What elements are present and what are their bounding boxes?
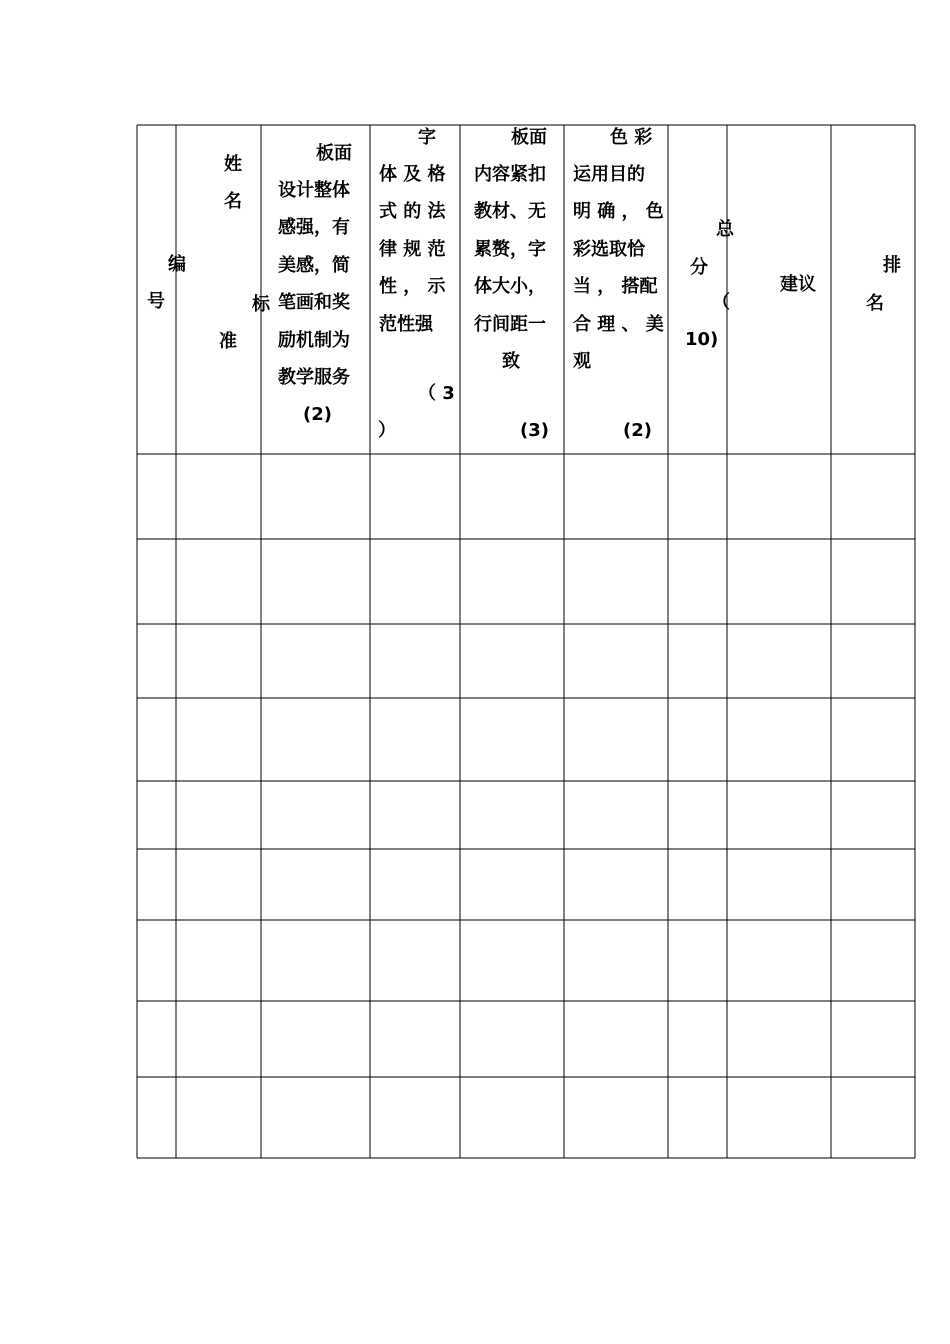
table-cell[interactable] xyxy=(669,540,726,623)
table-cell[interactable] xyxy=(177,625,260,697)
table-cell[interactable] xyxy=(177,699,260,780)
table-cell[interactable] xyxy=(371,699,459,780)
table-cell[interactable] xyxy=(565,1002,667,1076)
table-cell[interactable] xyxy=(565,699,667,780)
header-standard-char-2: 准 xyxy=(219,331,237,352)
table-cell[interactable] xyxy=(832,1002,914,1076)
header-color-line-7: 观 xyxy=(573,351,591,372)
table-cell[interactable] xyxy=(177,1002,260,1076)
header-font-line-2: 体 及 格 xyxy=(379,164,446,185)
table-cell[interactable] xyxy=(728,1002,830,1076)
table-cell[interactable] xyxy=(262,455,369,538)
header-standard-char-1: 标 xyxy=(252,294,270,315)
header-design-score: (2) xyxy=(303,404,332,425)
table-cell[interactable] xyxy=(262,625,369,697)
table-cell[interactable] xyxy=(669,850,726,919)
table-cell[interactable] xyxy=(565,921,667,1000)
table-cell[interactable] xyxy=(728,921,830,1000)
table-cell[interactable] xyxy=(371,1002,459,1076)
table-cell[interactable] xyxy=(177,1078,260,1157)
header-total-char-3: （ xyxy=(712,292,730,313)
table-cell[interactable] xyxy=(461,921,563,1000)
table-cell[interactable] xyxy=(728,850,830,919)
table-cell[interactable] xyxy=(669,1078,726,1157)
table-cell[interactable] xyxy=(565,625,667,697)
table-cell[interactable] xyxy=(461,1078,563,1157)
header-design-line-6: 励机制为 xyxy=(278,330,350,351)
header-rank-char-2: 名 xyxy=(866,293,884,314)
header-color-line-3: 明 确 ， 色 xyxy=(573,201,664,222)
table-cell[interactable] xyxy=(177,782,260,848)
table-cell[interactable] xyxy=(461,625,563,697)
table-cell[interactable] xyxy=(177,455,260,538)
table-cell[interactable] xyxy=(832,540,914,623)
table-cell[interactable] xyxy=(371,455,459,538)
header-content-line-1: 板面 xyxy=(511,127,547,148)
header-suggestion: 建议 xyxy=(780,274,816,295)
table-cell[interactable] xyxy=(832,699,914,780)
table-cell[interactable] xyxy=(262,699,369,780)
header-content-score: (3) xyxy=(520,420,549,441)
table-cell[interactable] xyxy=(728,625,830,697)
table-cell[interactable] xyxy=(177,921,260,1000)
table-cell[interactable] xyxy=(262,921,369,1000)
header-content-line-3: 教材、无 xyxy=(474,201,546,222)
table-cell[interactable] xyxy=(262,850,369,919)
table-cell[interactable] xyxy=(371,1078,459,1157)
header-color-line-5: 当 ， 搭配 xyxy=(573,276,658,297)
table-cell[interactable] xyxy=(461,699,563,780)
header-font-line-6: 范性强 xyxy=(379,314,433,335)
table-cell[interactable] xyxy=(262,540,369,623)
table-cell[interactable] xyxy=(461,455,563,538)
table-cell[interactable] xyxy=(371,782,459,848)
table-cell[interactable] xyxy=(565,850,667,919)
table-cell[interactable] xyxy=(262,1002,369,1076)
table-cell[interactable] xyxy=(832,782,914,848)
table-cell[interactable] xyxy=(371,850,459,919)
table-cell[interactable] xyxy=(669,625,726,697)
header-rank-char-1: 排 xyxy=(883,255,901,276)
table-cell[interactable] xyxy=(832,625,914,697)
table-cell[interactable] xyxy=(461,782,563,848)
table-cell[interactable] xyxy=(371,625,459,697)
table-cell[interactable] xyxy=(461,850,563,919)
table-cell[interactable] xyxy=(669,782,726,848)
header-color-line-2: 运用目的 xyxy=(573,164,645,185)
table-cell[interactable] xyxy=(177,540,260,623)
header-design-line-2: 设计整体 xyxy=(278,180,350,201)
table-cell[interactable] xyxy=(461,540,563,623)
table-cell[interactable] xyxy=(138,782,175,848)
header-design-line-5: 笔画和奖 xyxy=(278,292,350,313)
header-name-char-1: 姓 xyxy=(224,154,242,175)
table-cell[interactable] xyxy=(565,1078,667,1157)
table-cell[interactable] xyxy=(728,1078,830,1157)
header-color-line-6: 合 理 、 美 xyxy=(573,314,664,335)
header-design-line-7: 教学服务 xyxy=(278,367,350,388)
header-content-line-2: 内容紧扣 xyxy=(474,164,546,185)
header-total-char-1: 总 xyxy=(716,219,734,240)
table-cell[interactable] xyxy=(138,1078,175,1157)
header-content-line-6: 行间距一 xyxy=(474,314,546,335)
header-color-line-4: 彩选取恰 xyxy=(573,239,645,260)
table-cell[interactable] xyxy=(728,782,830,848)
header-design-line-4: 美感，简 xyxy=(278,255,350,276)
header-color-score: (2) xyxy=(623,420,652,441)
header-content-line-5: 体大小， xyxy=(474,276,546,297)
header-color-line-1: 色 彩 xyxy=(610,127,653,148)
table-cell[interactable] xyxy=(262,782,369,848)
table-cell[interactable] xyxy=(565,540,667,623)
header-font-score-close: ） xyxy=(378,420,396,441)
header-font-score-open: （ 3 xyxy=(418,383,455,404)
header-content-line-4: 累赘，字 xyxy=(474,239,546,260)
header-total-char-2: 分 xyxy=(690,257,708,278)
table-cell[interactable] xyxy=(728,699,830,780)
table-cell[interactable] xyxy=(371,540,459,623)
table-cell[interactable] xyxy=(832,850,914,919)
header-font-line-1: 字 xyxy=(418,127,436,148)
table-cell[interactable] xyxy=(461,1002,563,1076)
header-design-line-1: 板面 xyxy=(316,143,352,164)
header-number-char-1: 编 xyxy=(168,254,186,275)
table-cell[interactable] xyxy=(832,1078,914,1157)
table-cell[interactable] xyxy=(669,921,726,1000)
table-cell[interactable] xyxy=(138,699,175,780)
table-cell[interactable] xyxy=(565,782,667,848)
header-font-line-4: 律 规 范 xyxy=(379,239,446,260)
table-cell[interactable] xyxy=(138,455,175,538)
table-cell[interactable] xyxy=(177,850,260,919)
table-cell[interactable] xyxy=(832,455,914,538)
table-cell[interactable] xyxy=(138,921,175,1000)
header-font-line-3: 式 的 法 xyxy=(379,201,446,222)
header-total-char-4: 10) xyxy=(685,329,719,350)
table-cell[interactable] xyxy=(832,921,914,1000)
table-cell[interactable] xyxy=(669,1002,726,1076)
table-cell[interactable] xyxy=(138,540,175,623)
table-cell[interactable] xyxy=(728,455,830,538)
table-cell[interactable] xyxy=(728,540,830,623)
table-cell[interactable] xyxy=(138,850,175,919)
header-name-char-2: 名 xyxy=(224,191,242,212)
table-cell[interactable] xyxy=(138,625,175,697)
table-cell[interactable] xyxy=(371,921,459,1000)
header-design-line-3: 感强，有 xyxy=(278,217,350,238)
header-number-char-2: 号 xyxy=(147,291,165,312)
header-content-line-7: 致 xyxy=(502,351,520,372)
table-cell[interactable] xyxy=(138,1002,175,1076)
table-cell[interactable] xyxy=(565,455,667,538)
header-font-line-5: 性 ， 示 xyxy=(379,276,446,297)
table-cell[interactable] xyxy=(669,699,726,780)
table-cell[interactable] xyxy=(262,1078,369,1157)
table-cell[interactable] xyxy=(669,455,726,538)
